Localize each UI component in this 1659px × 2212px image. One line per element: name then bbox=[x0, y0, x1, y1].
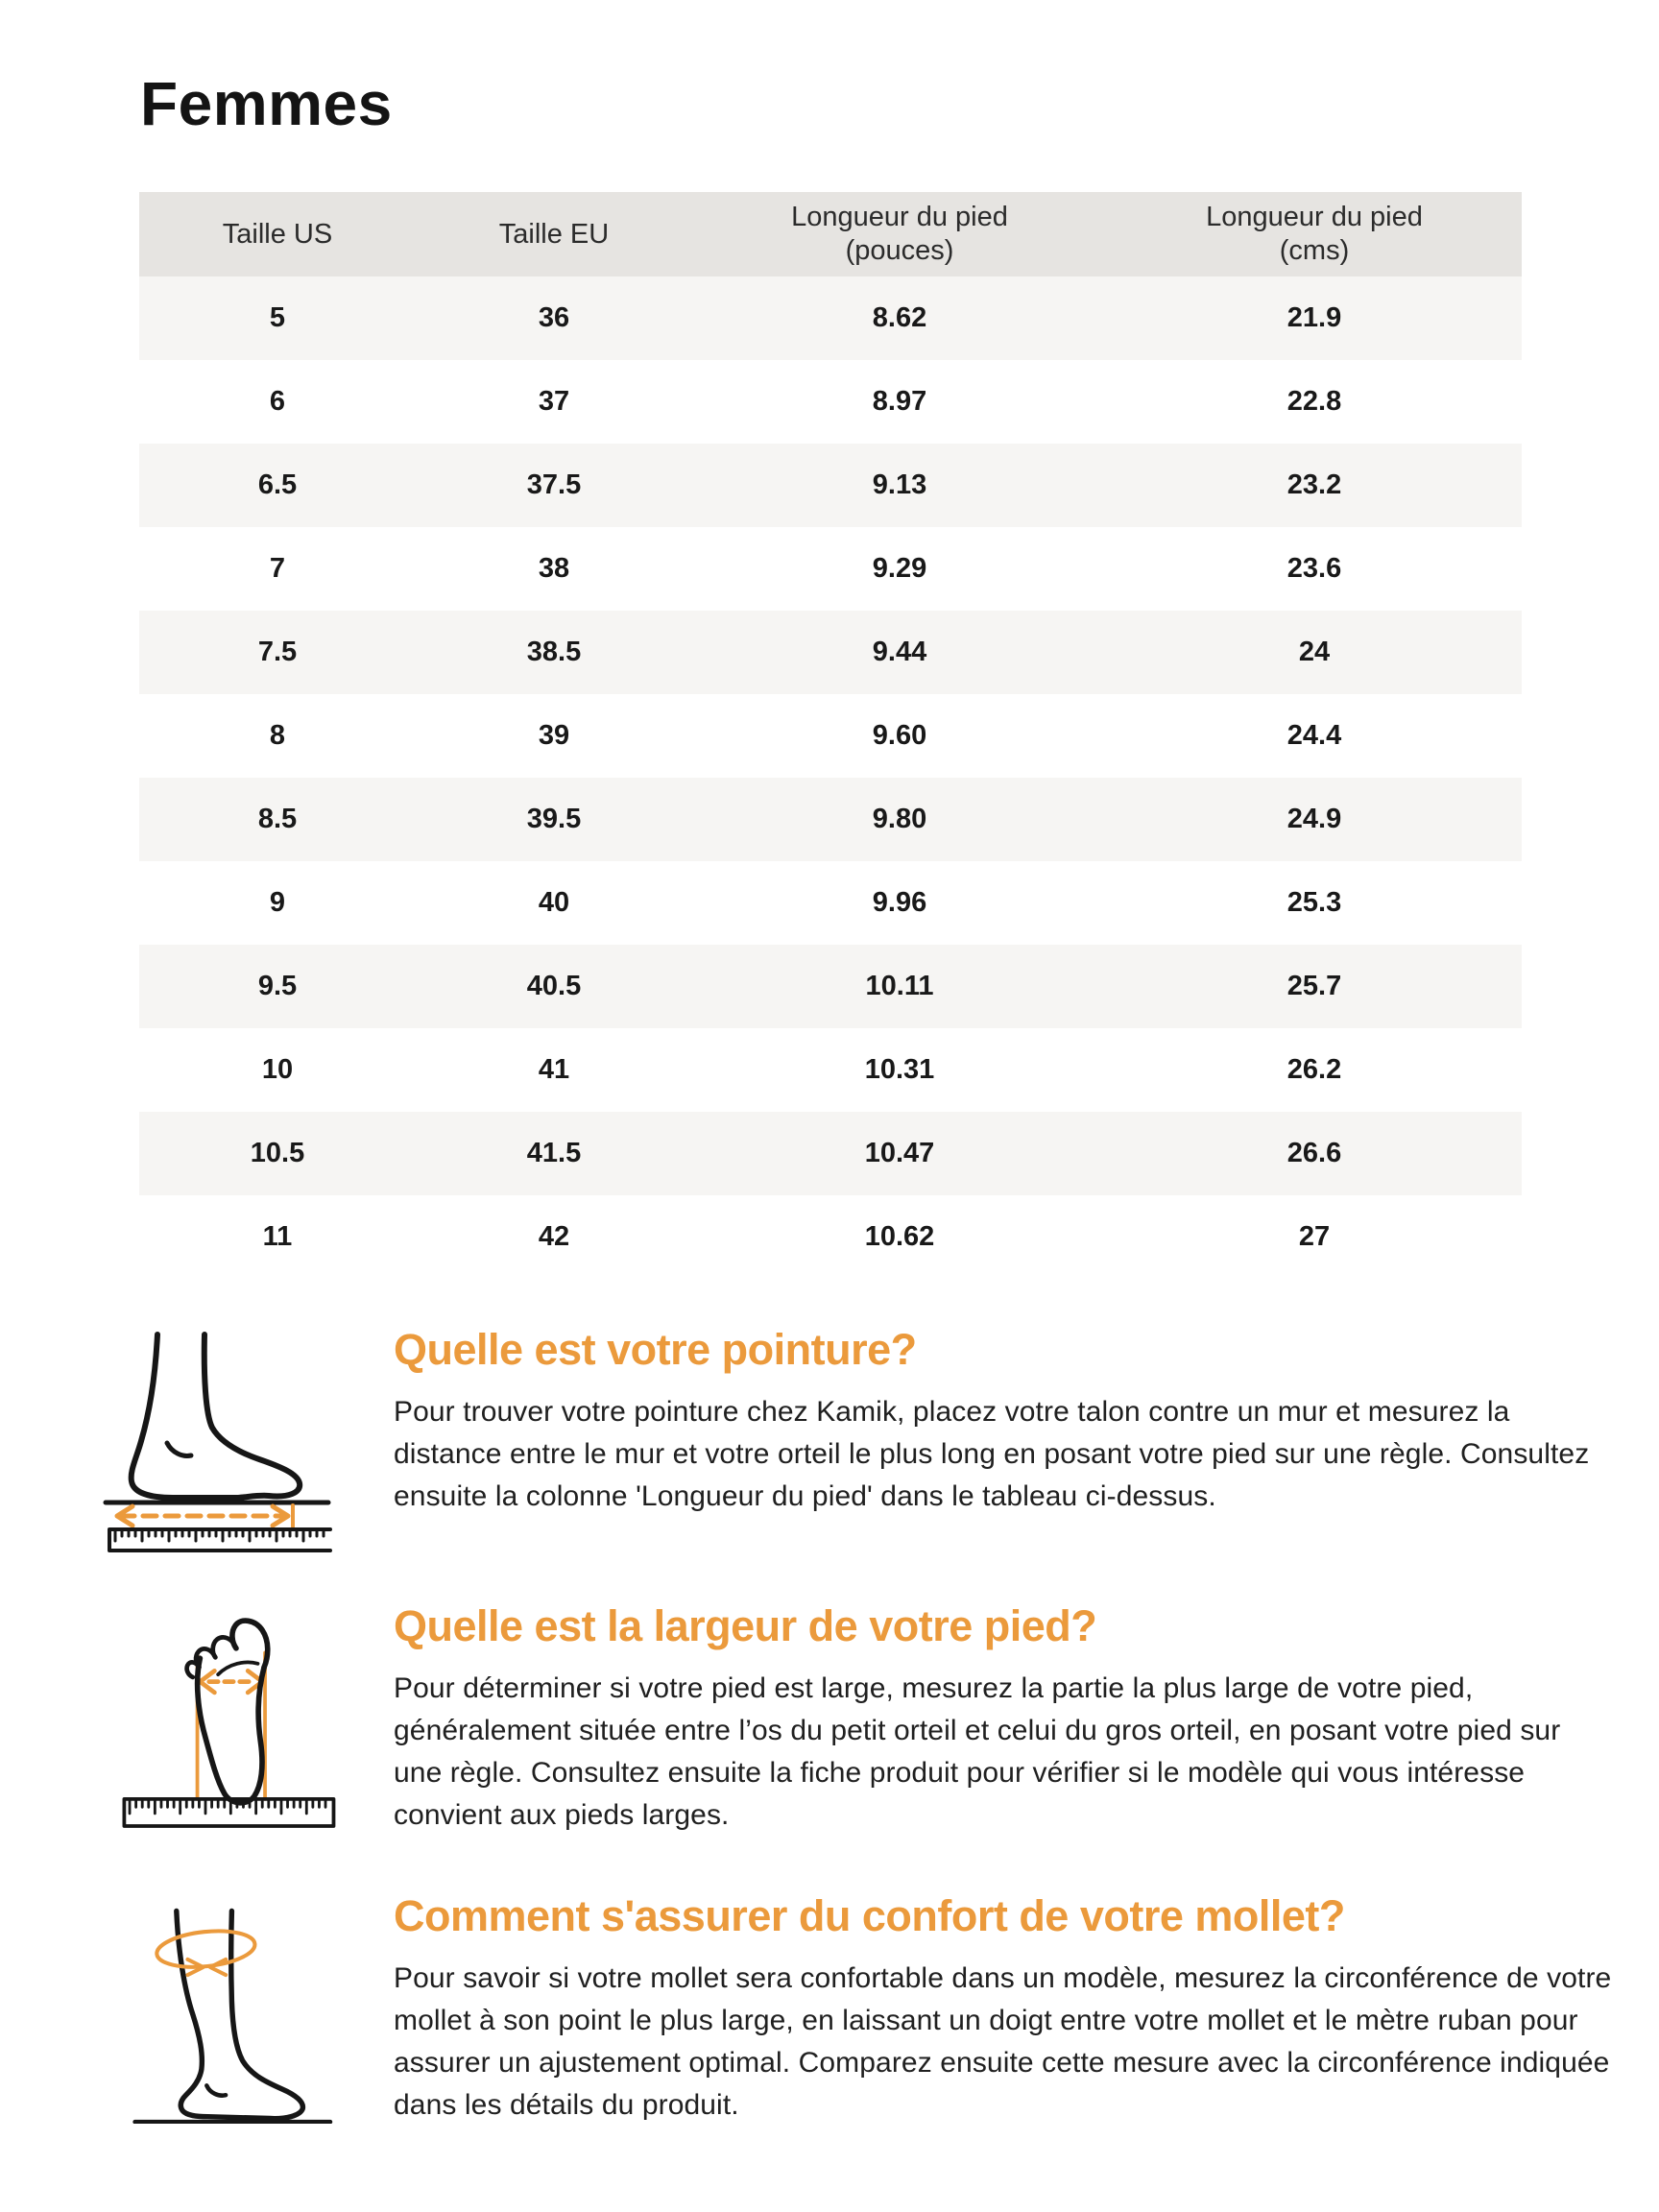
table-cell: 39 bbox=[538, 720, 570, 751]
table-cell: 6.5 bbox=[257, 469, 298, 500]
table-cell: 38 bbox=[538, 553, 570, 584]
column-label: Longueur du pied bbox=[791, 202, 1008, 232]
calf-circumference-icon bbox=[123, 1906, 339, 2124]
table-cell: 41.5 bbox=[526, 1138, 582, 1168]
table-cell: 27 bbox=[1298, 1221, 1331, 1252]
table-row bbox=[139, 861, 1522, 945]
table-cell: 26.6 bbox=[1286, 1138, 1342, 1168]
section-mollet-heading: Comment s'assurer du confort de votre mollet? bbox=[394, 1891, 1345, 1940]
table-row bbox=[139, 945, 1522, 1028]
column-header-taille-us bbox=[139, 192, 416, 276]
table-cell: 42 bbox=[538, 1221, 570, 1252]
table-row bbox=[139, 1112, 1522, 1195]
table-cell: 8.97 bbox=[872, 386, 927, 417]
table-cell: 8.62 bbox=[872, 302, 927, 333]
column-label: Taille US bbox=[222, 218, 333, 250]
section-mollet bbox=[394, 1891, 1613, 2127]
table-cell: 7.5 bbox=[257, 637, 298, 667]
section-largeur-heading: Quelle est la largeur de votre pied? bbox=[394, 1601, 1097, 1650]
table-cell: 10.11 bbox=[865, 971, 934, 1001]
table-cell: 37.5 bbox=[526, 469, 582, 500]
table-cell: 9.29 bbox=[872, 553, 927, 584]
table-cell: 10.31 bbox=[864, 1054, 935, 1085]
table-cell: 9 bbox=[269, 887, 286, 918]
table-cell: 22.8 bbox=[1286, 386, 1342, 417]
table-row bbox=[139, 778, 1522, 861]
column-header-longueur-cms bbox=[1107, 192, 1522, 276]
table-cell: 36 bbox=[538, 302, 570, 333]
column-label: Longueur du pied bbox=[1206, 202, 1423, 232]
table-cell: 10.5 bbox=[250, 1138, 305, 1168]
table-row bbox=[139, 276, 1522, 360]
column-header-longueur-pouces bbox=[692, 192, 1107, 276]
table-cell: 5 bbox=[269, 302, 286, 333]
table-cell: 40 bbox=[538, 887, 570, 918]
section-pointure bbox=[394, 1325, 1613, 1518]
foot-length-side-icon bbox=[96, 1330, 336, 1552]
table-cell: 24.9 bbox=[1286, 804, 1342, 834]
column-sublabel: (cms) bbox=[1279, 235, 1350, 266]
table-cell: 23.6 bbox=[1286, 553, 1342, 584]
table-cell: 11 bbox=[262, 1221, 293, 1252]
section-pointure-heading: Quelle est votre pointure? bbox=[394, 1325, 917, 1374]
table-cell: 40.5 bbox=[526, 971, 582, 1001]
table-row bbox=[139, 611, 1522, 694]
column-header-taille-eu bbox=[416, 192, 692, 276]
table-cell: 9.96 bbox=[872, 887, 927, 918]
section-largeur-body: Pour déterminer si votre pied est large, mesurez la partie la plus large de votre pied, généralement située entre l’os du petit orteil et celui du gros orteil, en posant votre pied sur une règle. Consultez ensuite la fiche produit pour vérifier si le modèle qui vous intéresse convient aux pieds larges. bbox=[394, 1672, 1561, 1831]
table-cell: 10 bbox=[261, 1054, 294, 1085]
table-cell: 10.62 bbox=[864, 1221, 935, 1252]
table-row bbox=[139, 1195, 1522, 1279]
table-cell: 7 bbox=[269, 553, 286, 584]
table-cell: 9.5 bbox=[257, 971, 298, 1001]
table-cell: 39.5 bbox=[526, 804, 582, 834]
table-cell: 9.44 bbox=[872, 637, 927, 667]
table-cell: 9.60 bbox=[872, 720, 927, 751]
table-cell: 25.7 bbox=[1286, 971, 1342, 1001]
table-cell: 24 bbox=[1298, 637, 1331, 667]
table-cell: 23.2 bbox=[1286, 469, 1342, 500]
table-cell: 8.5 bbox=[257, 804, 298, 834]
table-cell: 25.3 bbox=[1286, 887, 1342, 918]
table-cell: 37 bbox=[538, 386, 570, 417]
size-table-header bbox=[139, 192, 1522, 276]
table-header-row bbox=[139, 192, 1522, 276]
table-row bbox=[139, 527, 1522, 611]
table-row bbox=[139, 444, 1522, 527]
table-cell: 9.80 bbox=[872, 804, 927, 834]
section-pointure-body: Pour trouver votre pointure chez Kamik, placez votre talon contre un mur et mesurez la distance entre le mur et votre orteil le plus long en posant votre pied sur une règle. Consultez ensuite la colonne 'Longueur du pied' dans le tableau ci-dessus. bbox=[394, 1396, 1590, 1512]
foot-width-top-icon bbox=[115, 1599, 341, 1829]
table-cell: 10.47 bbox=[864, 1138, 935, 1168]
size-table bbox=[139, 192, 1522, 1279]
column-label: Taille EU bbox=[498, 218, 610, 250]
size-table-body bbox=[139, 276, 1522, 1279]
table-cell: 26.2 bbox=[1286, 1054, 1342, 1085]
table-cell: 38.5 bbox=[526, 637, 582, 667]
table-row bbox=[139, 694, 1522, 778]
table-cell: 21.9 bbox=[1286, 302, 1342, 333]
page-title: Femmes bbox=[140, 69, 393, 138]
section-mollet-body: Pour savoir si votre mollet sera confortable dans un modèle, mesurez la circonférence de votre mollet à son point le plus large, en laissant un doigt entre votre mollet et le mètre ruban pour assurer un ajustement optimal. Comparez ensuite cette mesure avec la circonférence indiquée dans les détails du produit. bbox=[394, 1962, 1612, 2121]
table-cell: 9.13 bbox=[872, 469, 927, 500]
table-cell: 6 bbox=[269, 386, 286, 417]
section-largeur bbox=[394, 1601, 1613, 1837]
table-cell: 41 bbox=[538, 1054, 570, 1085]
table-row bbox=[139, 1028, 1522, 1112]
table-cell: 8 bbox=[269, 720, 286, 751]
table-row bbox=[139, 360, 1522, 444]
table-cell: 24.4 bbox=[1286, 720, 1342, 751]
column-sublabel: (pouces) bbox=[845, 235, 954, 266]
